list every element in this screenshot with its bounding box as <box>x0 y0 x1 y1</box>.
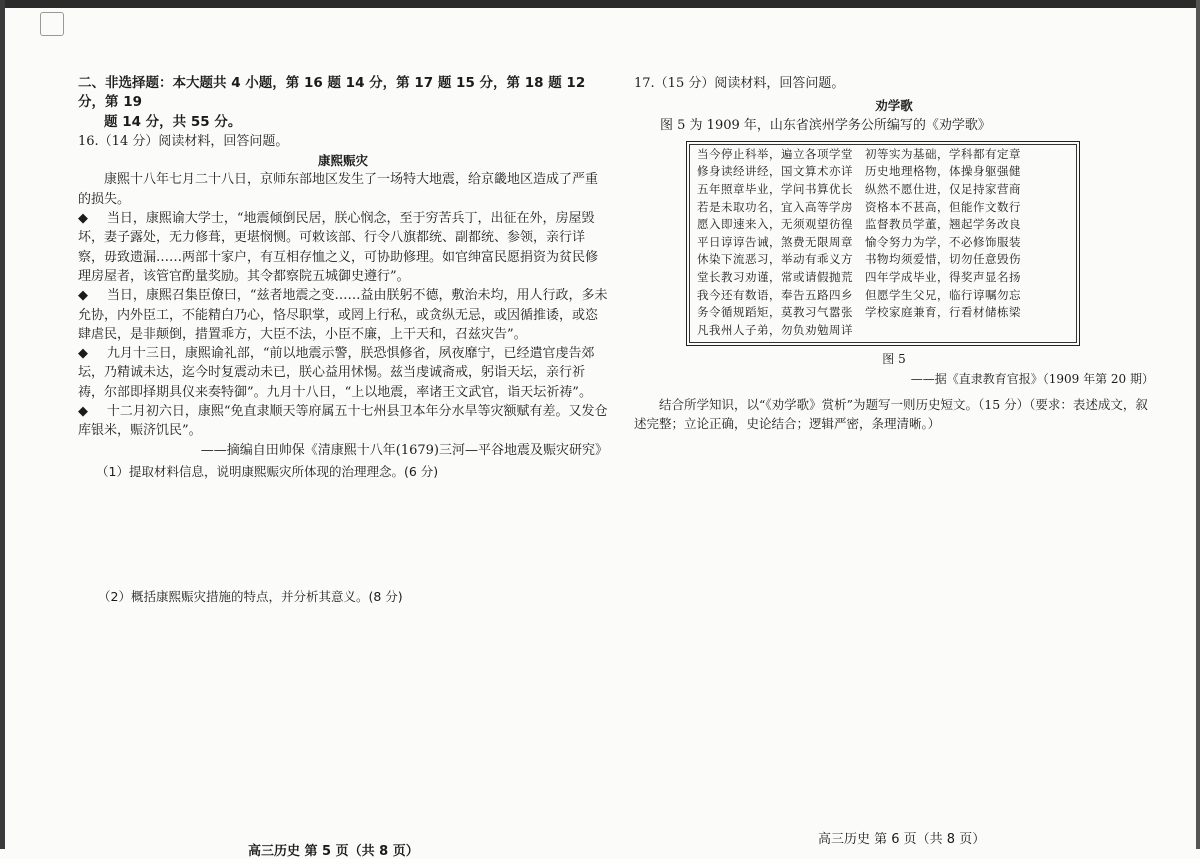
section-heading-line2: 题 14 分，共 55 分。 <box>104 113 242 130</box>
figure-source: ——据《直隶教育官报》（1909 年第 20 期） <box>910 371 1154 386</box>
poem-box <box>686 141 1080 347</box>
figure-label: 图 5 <box>882 352 906 367</box>
scan-right-edge <box>1196 0 1200 849</box>
section-heading-line1: 二、非选择题：本大题共 4 小题，第 16 题 14 分，第 17 题 15 分，第 18 题 12 分，第 19 <box>78 75 586 111</box>
poem-row: 修身读经讲经，国文算术亦详 历史地理格物，体操身躯强健 <box>697 164 1021 179</box>
q17-task: 结合所学知识，以“《劝学歌》赏析”为题写一则历史短文。（15 分）（要求：表述成文，叙述完整；立论正确，史论结合；逻辑严密，条理清晰。） <box>634 397 1148 432</box>
material-paragraph-3-text: 当日，康熙召集臣僚曰，“兹者地震之变……益由朕躬不德，敷治未均，用人行政，多未允协，内外臣工，不能精白乃心，恪尽职掌，或罔上行私，或贪纵无忌，或因循推诿，或恣肆虐民，是非颠倒，措置乖方，大臣不法，小臣不廉，上干天和，召兹灾告”。 <box>78 288 608 342</box>
footer-page-right: 高三历史 第 6 页（共 8 页） <box>818 832 986 847</box>
q16-material-title: 康熙赈灾 <box>317 153 368 169</box>
material-paragraph-1: 康熙十八年七月二十八日，京师东部地区发生了一场特大地震，给京畿地区造成了严重的损失。 <box>78 172 599 207</box>
material-paragraph-2-text: 当日，康熙谕大学士，“地震倾倒民居，朕心悯念，至于穷苦兵丁，出征在外，房屋毁坏，妻子露处，无力修葺，更堪悯恻。可敕该部、行令八旗都统、副都统、参领，亲行详察，毋致遗漏……两部十家户，有互相存恤之义，可协助修理。如官绅富民愿捐资为贫民修理房屋者，该管官酌量奖励。其令都察院五城御史遵行”。 <box>78 211 599 284</box>
right-column <box>634 74 1154 433</box>
q17-intro: 17.（15 分）阅读材料，回答问题。 <box>634 76 845 91</box>
poem-row: 若是未取功名，宜入高等学房 资格本不甚高，但能作文数行 <box>697 199 1021 214</box>
poem-row: 我今还有数语，奉告五路四乡 但愿学生父兄，临行谆嘱勿忘 <box>697 287 1021 302</box>
figure-caption: 图 5 为 1909 年，山东省滨州学务公所编写的《劝学歌》 <box>660 117 991 133</box>
question-2: （2）概括康熙赈灾措施的特点，并分析其意义。(8 分) <box>98 589 403 604</box>
material-paragraph-5 <box>78 402 608 441</box>
material-paragraph-5-text: 十二月初六日，康熙“免直隶顺天等府属五十七州县卫本年分水旱等灾额赋有差。又发仓库银米，赈济饥民”。 <box>78 404 608 439</box>
diamond-bullet-icon: ◆ <box>78 211 88 227</box>
poem-title: 劝学歌 <box>875 98 913 114</box>
scan-left-edge <box>0 0 5 849</box>
scan-top-edge <box>0 0 1200 8</box>
material-paragraph-2 <box>78 209 608 286</box>
poem-row: 休染下流恶习，举动有乖义方 书物均须爱惜，切勿任意毁伤 <box>697 252 1021 267</box>
footer-page-left: 高三历史 第 5 页（共 8 页） <box>248 844 419 859</box>
diamond-bullet-icon: ◆ <box>78 288 88 304</box>
poem-row: 务令循规蹈矩，莫教习气嚣张 学校家庭兼育，行看材储栋梁 <box>697 305 1021 320</box>
poem-row: 当今停止科举，遍立各项学堂 初等实为基础，学科都有定章 <box>697 146 1021 161</box>
diamond-bullet-icon: ◆ <box>78 346 88 362</box>
poem-row: 平日谆谆告诫，煞费无限周章 愉令努力为学，不必修饰服装 <box>697 234 1021 249</box>
material-paragraph-4 <box>78 344 608 402</box>
material-source: ——摘编自田帅保《清康熙十八年(1679)三河—平谷地震及赈灾研究》 <box>200 442 608 458</box>
poem-row: 五年照章毕业，学问书算优长 纵然不愿仕进，仅足持家营商 <box>697 182 1021 197</box>
left-column <box>78 74 608 481</box>
question-1: （1）提取材料信息，说明康熙赈灾所体现的治理理念。(6 分) <box>96 463 439 479</box>
poem-row: 凡我州人子弟，勿负劝勉周详 <box>697 322 853 337</box>
material-paragraph-4-text: 九月十三日，康熙谕礼部，“前以地震示警，朕恐惧修省，夙夜靡宁，已经遣官虔告郊坛，乃精诚未达，迄今时复震动未已，朕心益用怵惕。兹当虔诚斋戒，躬诣天坛，亲行祈祷，尔部即择期具仪来奏特御”。九月十八日，“上以地震，率诸王文武官，诣天坛祈祷”。 <box>78 346 595 400</box>
q16-intro: 16.（14 分）阅读材料，回答问题。 <box>78 133 289 149</box>
poem-row: 愿入即速来入，无须观望彷徨 监督教员学董，翘起学务改良 <box>697 217 1021 232</box>
corner-mark <box>40 12 64 36</box>
diamond-bullet-icon: ◆ <box>78 404 88 420</box>
material-paragraph-3 <box>78 286 608 344</box>
poem-row: 堂长教习劝谨，常或请假抛荒 四年学成毕业，得奖声显名扬 <box>697 270 1021 285</box>
